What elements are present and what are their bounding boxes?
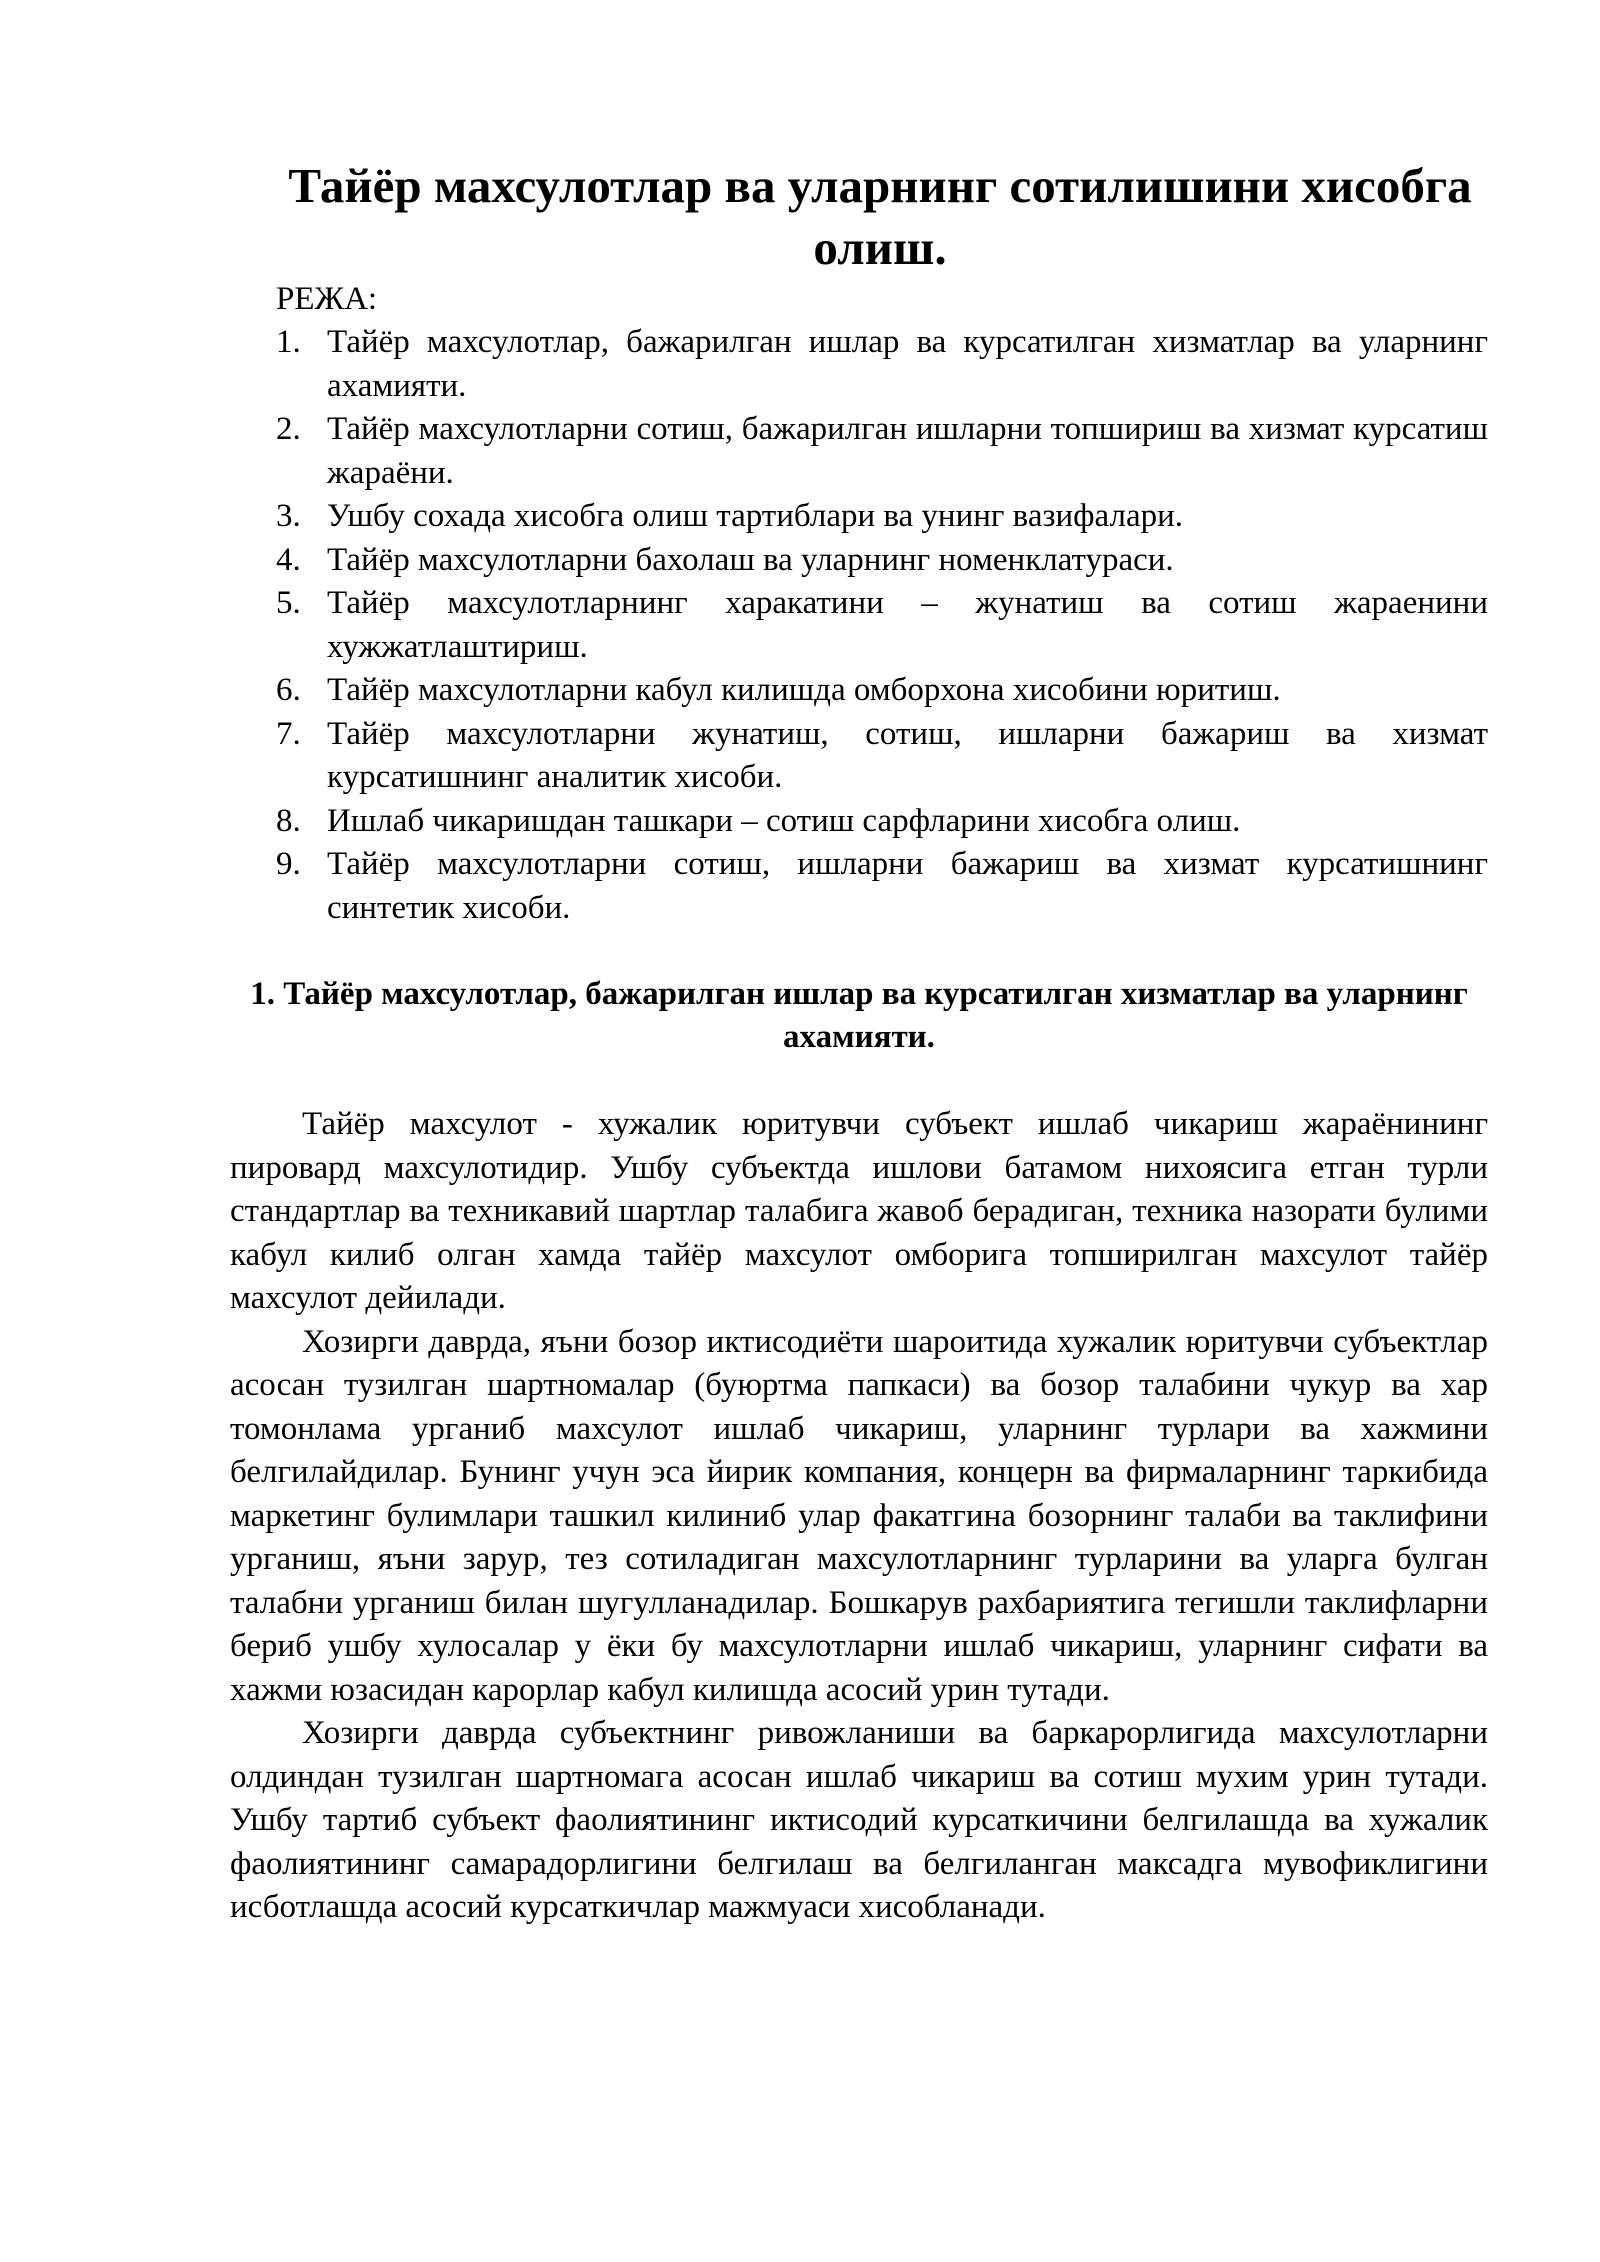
plan-item — [276, 669, 1488, 713]
body-paragraph: Хозирги даврда субъектнинг ривожланиши ва баркарорлигида махсулотларни олдиндан тузилган шартномага асосан ишлаб чикариш ва сотиш мухим урин тутади. Ушбу тартиб субъект фаолиятининг иктисодий курсаткичини белгилашда ва хужалик фаолиятининг самарадорлигини белгилаш ва белгиланган максадга мувофиклигини исботлашда асосий курсаткичлар мажмуаси хисобланади. — [230, 1715, 1488, 1925]
body-paragraph: Хозирги даврда, яъни бозор иктисодиёти шароитида хужалик юритувчи субъектлар асосан тузилган шартномалар (буюртма папкаси) ва бозор талабини чукур ва хар томонлама урганиб махсулот ишлаб чикариш, уларнинг турлари ва хажмини белгилайдилар. Бунинг учун эса йирик компания, концерн ва фирмаларнинг таркибида маркетинг булимлари ташкил килиниб улар факатгина бозорнинг талаби ва таклифини урганиш, яъни зарур, тез сотиладиган махсулотларнинг турларини ва уларга булган талабни урганиш билан шугулланадилар. Бошкарув рахбариятига тегишли таклифларни бериб ушбу хулосалар у ёки бу махсулотларни ишлаб чикариш, уларнинг сифати ва хажми юзасидан карорлар кабул килишда асосий урин тутади. — [230, 1323, 1488, 1708]
plan-item-text: Тайёр махсулотларни бахолаш ва уларнинг номенклатураси. — [327, 541, 1174, 578]
body-paragraph: Тайёр махсулот - хужалик юритувчи субъект ишлаб чикариш жараёнининг пировард махсулотидир. Ушбу субъектда ишлови батамом нихоясига етган турли стандартлар ва техникавий шартлар талабига жавоб берадиган, техника назорати булими кабул килиб олган хамда тайёр махсулот омборига топширилган махсулот тайёр махсулот дейилади. — [230, 1106, 1488, 1316]
plan-item — [276, 582, 1488, 669]
plan-item-number: 2. — [276, 411, 301, 447]
plan-item-number: 5. — [276, 585, 301, 621]
plan-item-text: Ушбу сохада хисобга олиш тартиблари ва унинг вазифалари. — [327, 498, 1184, 534]
plan-item-number: 3. — [276, 498, 301, 534]
plan-item-text: Тайёр махсулотларни сотиш, бажарилган ишларни топшириш ва хизмат курсатиш жараёни. — [327, 411, 1488, 491]
plan-item-number: 4. — [276, 541, 301, 578]
plan-item — [276, 495, 1488, 539]
plan-item-number: 6. — [276, 672, 301, 708]
plan-item — [276, 843, 1488, 930]
plan-item-text: Тайёр махсулотларни сотиш, ишларни бажариш ва хизмат курсатишнинг синтетик хисоби. — [327, 846, 1488, 926]
plan-item-text: Тайёр махсулотларнинг харакатини – жунатиш ва сотиш жараенини хужжатлаштириш. — [327, 585, 1488, 665]
plan-item — [276, 321, 1488, 408]
plan-item — [276, 539, 1488, 583]
plan-item-number: 9. — [276, 846, 301, 882]
plan-item — [276, 408, 1488, 495]
plan-label: РЕЖА: — [276, 281, 378, 317]
plan-item — [276, 713, 1488, 800]
section-heading: 1. Тайёр махсулотлар, бажарилган ишлар ва курсатилган хизматлар ва уларнинг ахамияти. — [250, 976, 1468, 1055]
plan-item — [276, 800, 1488, 844]
document-title: Тайёр махсулотлар ва уларнинг сотилишини хисобга олиш. — [288, 158, 1472, 275]
body-text — [230, 1103, 1488, 1930]
plan-item-text: Тайёр махсулотларни жунатиш, сотиш, ишларни бажариш ва хизмат курсатишнинг аналитик хисоби. — [327, 715, 1488, 795]
plan-item-number: 7. — [276, 715, 301, 752]
plan-item-text: Тайёр махсулотлар, бажарилган ишлар ва курсатилган хизматлар ва уларнинг ахамияти. — [327, 324, 1488, 404]
plan-list — [276, 321, 1488, 930]
plan-item-number: 8. — [276, 802, 301, 839]
plan-item-text: Тайёр махсулотларни кабул килишда омборхона хисобини юритиш. — [327, 672, 1281, 708]
plan-item-text: Ишлаб чикаришдан ташкари – сотиш сарфларини хисобга олиш. — [327, 802, 1241, 839]
plan-item-number: 1. — [276, 324, 301, 360]
